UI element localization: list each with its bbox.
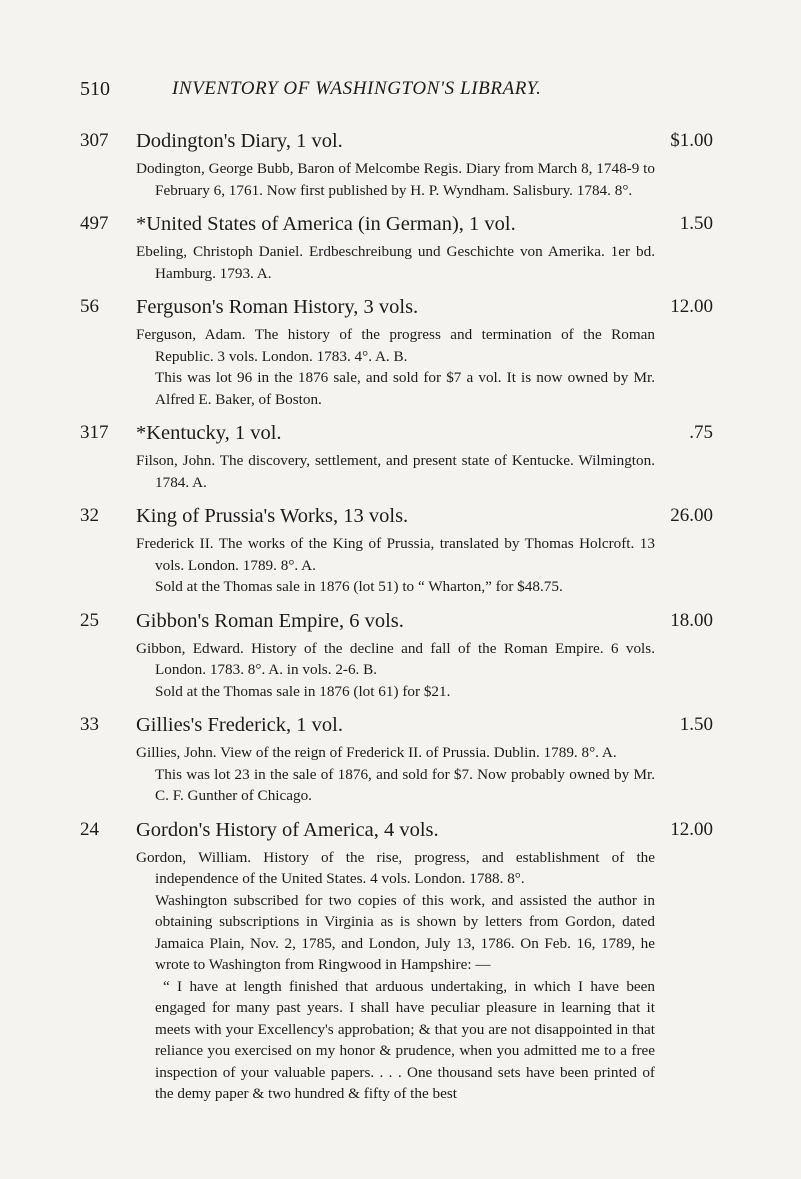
entry-number: 33 [80, 714, 99, 735]
inventory-entry [0, 130, 801, 201]
entry-number: 497 [80, 213, 109, 234]
entry-title: Dodington's Diary, 1 vol. [136, 130, 343, 152]
inventory-entry [0, 714, 801, 807]
entry-price: $1.00 [670, 130, 713, 151]
page-number: 510 [80, 78, 110, 100]
entry-description: Gillies, John. View of the reign of Frederick II. of Prussia. Dublin. 1789. 8°. A. [136, 744, 617, 761]
inventory-entries [0, 130, 801, 1117]
entry-title: King of Prussia's Works, 13 vols. [136, 505, 409, 527]
entry-note: This was lot 96 in the 1876 sale, and sold for $7 a vol. It is now owned by Mr. Alfred E. Baker, of Boston. [155, 369, 655, 408]
entry-description: Frederick II. The works of the King of Prussia, translated by Thomas Holcroft. 13 vols. London. 1789. 8°. A. [136, 535, 655, 574]
entry-price: 12.00 [670, 818, 713, 840]
entry-description: Ferguson, Adam. The history of the progress and termination of the Roman Republic. 3 vols. London. 1783. 4°. A. B. [136, 326, 655, 365]
entry-title: Gillies's Frederick, 1 vol. [136, 714, 343, 736]
entry-description: Dodington, George Bubb, Baron of Melcombe Regis. Diary from March 8, 1748-9 to February 6, 1761. Now first published by H. P. Wyndham. Salisbury. 1784. 8°. [136, 160, 655, 199]
entry-note: Sold at the Thomas sale in 1876 (lot 61) for $21. [155, 682, 451, 700]
inventory-entry [0, 296, 801, 410]
entry-description: Gordon, William. History of the rise, progress, and establishment of the independence of the United States. 4 vols. London. 1788. 8°. [136, 848, 655, 887]
entry-price: 12.00 [670, 296, 713, 317]
entry-price: .75 [689, 422, 713, 443]
entry-number: 56 [80, 296, 99, 317]
entry-title: *Kentucky, 1 vol. [136, 422, 282, 444]
entry-note: Sold at the Thomas sale in 1876 (lot 51) to “ Wharton,” for $48.75. [155, 578, 563, 595]
inventory-entry [0, 213, 801, 284]
entry-number: 25 [80, 609, 99, 631]
entry-number: 307 [80, 130, 109, 151]
entry-title: Ferguson's Roman History, 3 vols. [136, 296, 419, 318]
inventory-entry [0, 610, 801, 703]
entry-quote: “ I have at length finished that arduous undertaking, in which I have been engaged for many past years. I shall have peculiar pleasure in learning that it meets with your Excellency's approbation; & that you are not disappointed in that reliance you exercised on my honor & prudence, when you admitted me to a free inspection of your valuable papers. . . . One thousand sets have been printed of the demy paper & two hundred & fifty of the best [155, 977, 655, 1102]
entry-title: Gordon's History of America, 4 vols. [136, 818, 439, 841]
entry-price: 1.50 [679, 213, 713, 234]
entry-description: Ebeling, Christoph Daniel. Erdbeschreibung und Geschichte von Amerika. 1er bd. Hamburg. 1793. A. [136, 243, 655, 282]
entry-title: Gibbon's Roman Empire, 6 vols. [136, 609, 404, 632]
page-header [0, 78, 801, 108]
entry-price: 1.50 [679, 714, 713, 735]
entry-number: 317 [80, 422, 109, 443]
entry-note: Washington subscribed for two copies of this work, and assisted the author in obtaining subscriptions in Virginia as is shown by letters from Gordon, dated Jamaica Plain, Nov. 2, 1785, and London, July 13, 1786. On Feb. 16, 1789, he wrote to Washington from Ringwood in Hampshire: — [155, 891, 655, 973]
entry-note: This was lot 23 in the sale of 1876, and sold for $7. Now probably owned by Mr. C. F. Gunther of Chicago. [155, 765, 655, 804]
entry-price: 26.00 [670, 505, 713, 526]
entry-title: *United States of America (in German), 1 vol. [136, 213, 516, 235]
entry-number: 24 [80, 818, 99, 840]
entry-description: Filson, John. The discovery, settlement, and present state of Kentucke. Wilmington. 1784. A. [136, 452, 655, 491]
running-title: INVENTORY OF WASHINGTON'S LIBRARY. [172, 78, 542, 99]
entry-description: Gibbon, Edward. History of the decline and fall of the Roman Empire. 6 vols. London. 1783. 8°. A. in vols. 2-6. B. [136, 639, 655, 678]
inventory-entry [0, 422, 801, 493]
entry-number: 32 [80, 505, 99, 526]
inventory-entry [0, 819, 801, 1105]
inventory-entry [0, 505, 801, 598]
entry-price: 18.00 [670, 609, 713, 631]
